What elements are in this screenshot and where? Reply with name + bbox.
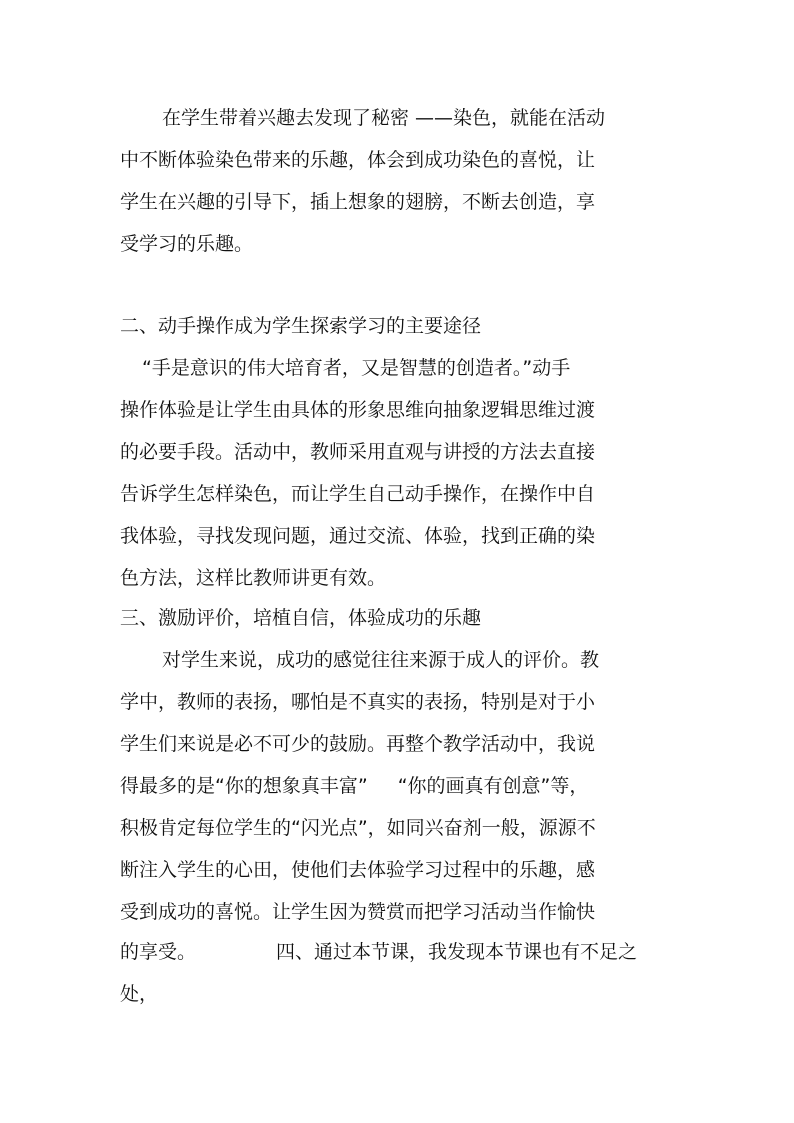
section2-line-6: 色方法，这样比教师讲更有效。 (120, 567, 387, 589)
section3-heading: 三、激励评价，培植自信，体验成功的乐趣 (120, 607, 482, 629)
section2-line-3: 的必要手段。活动中，教师采用直观与讲授的方法去直接 (120, 441, 596, 463)
quote-before: 得最多的是“你的想象真丰富” (120, 775, 368, 797)
section3-line-1: 对学生来说，成功的感觉往往来源于成人的评价。教 (162, 649, 600, 671)
section3-quote-line (120, 774, 588, 798)
section3-line-6: 断注入学生的心田，使他们去体验学习过程中的乐趣，感 (120, 859, 596, 881)
section3-line-5: 积极肯定每位学生的“闪光点”，如同兴奋剂一般，源源不 (120, 817, 596, 839)
section3-line-2: 学中，教师的表扬，哪怕是不真实的表扬，特别是对于小 (120, 691, 596, 713)
section2-line-5: 我体验，寻找发现问题，通过交流、体验，找到正确的染 (120, 525, 596, 547)
section2-line-4: 告诉学生怎样染色，而让学生自己动手操作，在操作中自 (120, 483, 596, 505)
intro-line-2: 中不断体验染色带来的乐趣，体会到成功染色的喜悦，让 (120, 149, 596, 171)
section3-last-line: 处， (120, 983, 159, 1005)
section3-line-7: 受到成功的喜悦。让学生因为赞赏而把学习活动当作愉快 (120, 901, 596, 923)
section3-final-line (120, 940, 637, 964)
intro-line-4: 受学习的乐趣。 (120, 233, 254, 255)
final-after: 四、通过本节课，我发现本节课也有不足之 (276, 941, 638, 963)
section2-line-1: “手是意识的伟大培育者，又是智慧的创造者。”动手 (142, 357, 571, 379)
section2-line-2: 操作体验是让学生由具体的形象思维向抽象逻辑思维过渡 (120, 399, 596, 421)
quote-after: “你的画真有创意”等， (397, 775, 589, 797)
intro-line-1: 在学生带着兴趣去发现了秘密 ——染色，就能在活动 (162, 107, 606, 129)
section2-heading: 二、动手操作成为学生探索学习的主要途径 (120, 315, 482, 337)
intro-line-3: 学生在兴趣的引导下，插上想象的翅膀，不断去创造，享 (120, 191, 596, 213)
final-before: 的享受。 (120, 941, 197, 963)
section3-line-3: 学生们来说是必不可少的鼓励。再整个教学活动中，我说 (120, 733, 596, 755)
